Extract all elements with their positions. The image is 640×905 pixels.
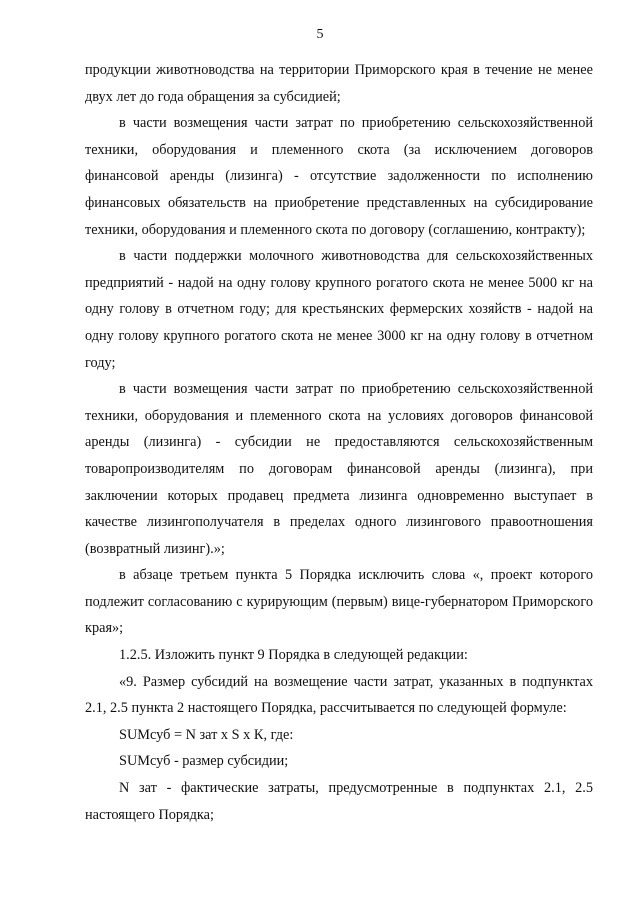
formula-definition-costs: N зат - фактические затраты, предусмотренные в подпунктах 2.1, 2.5 настоящего Порядка; <box>85 780 593 823</box>
document-body <box>85 57 593 828</box>
formula: SUMсуб = N зат x S x К, где: <box>119 726 294 743</box>
paragraph-point-9-text: «9. Размер субсидий на возмещение части затрат, указанных в подпунктах 2.1, 2.5 пункта 2 настоящего Порядка, рассчитывается по следующей формуле: <box>85 673 593 717</box>
page-number: 5 <box>316 27 324 42</box>
paragraph-equipment-debt: в части возмещения части затрат по приобретению сельскохозяйственной техники, оборудования и племенного скота (за исключением договоров финансовой аренды (лизинга) - отсутствие задолженности по исполнению финансовых обязательств на приобретение представленных на субсидирование техники, оборудования и племенного скота по договору (соглашению, контракту); <box>85 115 593 238</box>
paragraph-point-5-amendment: в абзаце третьем пункта 5 Порядка исключить слова «, проект которого подлежит согласованию с курирующим (первым) вице-губернатором Приморского края»; <box>85 567 593 637</box>
formula-definition-sum: SUMсуб - размер субсидии; <box>119 753 289 770</box>
paragraph-point-9-heading: 1.2.5. Изложить пункт 9 Порядка в следующей редакции: <box>119 647 468 664</box>
paragraph-dairy-yield: в части поддержки молочного животноводства для сельскохозяйственных предприятий - надой на одну голову крупного рогатого скота не менее 5000 кг на одну голову в отчетном году; для крестьянских фермерских хозяйств - надой на одну голову крупного рогатого скота не менее 3000 кг на одну голову в отчетном году; <box>85 248 593 371</box>
paragraph-continuation: продукции животноводства на территории Приморского края в течение не менее двух лет до года обращения за субсидией; <box>85 62 593 105</box>
paragraph-leasing: в части возмещения части затрат по приобретению сельскохозяйственной техники, оборудования и племенного скота на условиях договоров финансовой аренды (лизинга) - субсидии не предоставляются сельскохозяйственным товаропроизводителям по договорам финансовой аренды (лизинга), при заключении которых продавец предмета лизинга одновременно выступает в качестве лизингополучателя в пределах одного лизингового правоотношения (возвратный лизинг).»; <box>85 381 593 557</box>
